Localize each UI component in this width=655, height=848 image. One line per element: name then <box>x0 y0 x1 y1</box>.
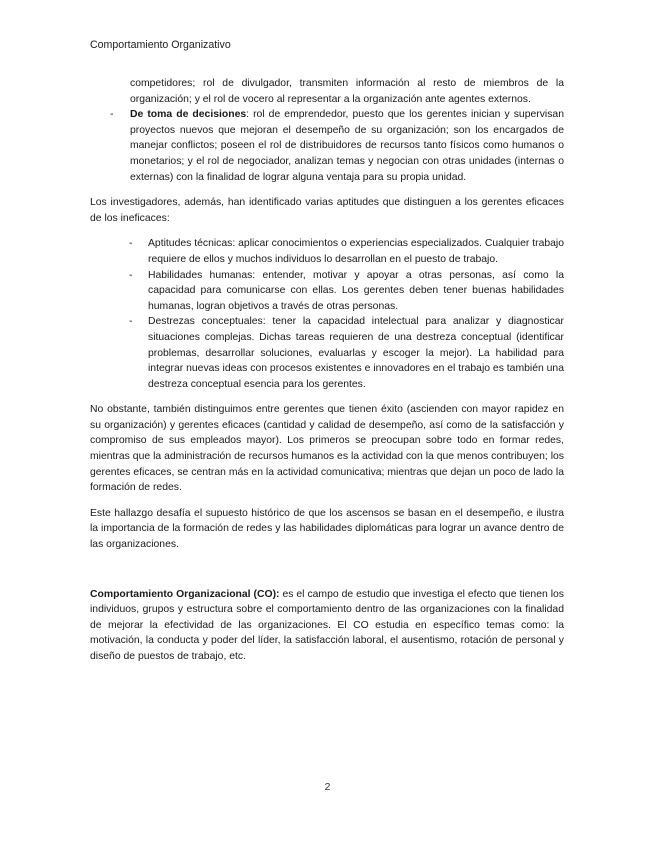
list-dash: - <box>129 316 133 328</box>
list-item-text: Destrezas conceptuales: tener la capacidad intelectual para analizar y diagnosticar situaciones complejas. Dichas tareas requieren de una destreza conceptual (identificar problemas, desarrollar soluciones, evaluarlas y escoger la mejor). La habilidad para integrar nuevas ideas con procesos existentes e innovadores en el trabajo es también una destreza conceptual esencia para los gerentes. <box>148 316 564 390</box>
list-item-decision-making <box>90 107 564 185</box>
skills-list <box>90 236 564 392</box>
list-item-conceptual-skills <box>90 314 564 392</box>
skills-intro-paragraph: Los investigadores, además, han identificado varias aptitudes que distinguen a los gerentes eficaces de los ineficaces: <box>90 197 564 224</box>
decision-item-text: : rol de emprendedor, puesto que los gerentes inician y supervisan proyectos nuevos que mejoran el desempeño de su organización; son los encargados de manejar conflictos; poseen el rol de distribuidores de recursos tanto físicos como humanos o monetarios; y el rol de negociador, analizan temas y negocian con otras unidades (internas o externas) con la finalidad de lograr alguna ventaja para su propia unidad. <box>130 109 564 183</box>
list-dash: - <box>129 269 133 281</box>
continuation-paragraph: competidores; rol de divulgador, transmiten información al resto de miembros de la organización; y el rol de vocero al representar a la organización ante agentes externos. <box>130 78 564 105</box>
body-content <box>90 76 564 665</box>
co-definition-text: es el campo de estudio que investiga el efecto que tienen los individuos, grupos y estructura sobre el comportamiento dentro de las organizaciones con la finalidad de mejorar la efectividad de las organizaciones. El CO estudia en específico temas como: la motivación, la conducta y poder del líder, la satisfacción laboral, el ausentismo, rotación de personal y diseño de puestos de trabajo, etc. <box>90 588 564 662</box>
list-dash: - <box>110 109 114 121</box>
successful-managers-paragraph: No obstante, también distinguimos entre gerentes que tienen éxito (ascienden con mayor rapidez en su organización) y gerentes eficaces (cantidad y calidad de desempeño, así como de la satisfacción y compromiso de sus empleados mayor). Los primeros se preocupan sobre todo en formar redes, mientras que la administración de recursos humanos es la actividad con la que menos contribuyen; los gerentes eficaces, se centran más en la actividad comunicativa; mientras que dejan un poco de lado la formación de redes. <box>90 404 564 494</box>
list-item-text: Aptitudes técnicas: aplicar conocimientos o experiencias especializados. Cualquier trabajo requiere de ellos y muchos individuos lo desarrollan en el puesto de trabajo. <box>148 238 564 265</box>
co-definition-term: Comportamiento Organizacional (CO): <box>90 588 280 600</box>
co-definition-paragraph <box>90 587 564 665</box>
finding-paragraph: Este hallazgo desafía el supuesto histórico de que los ascensos se basan en el desempeño, e ilustra la importancia de la formación de redes y las habilidades diplomáticas para lograr un avance dentro de las organizaciones. <box>90 507 564 551</box>
decision-item-term: De toma de decisiones <box>130 109 247 121</box>
list-item-text: Habilidades humanas: entender, motivar y apoyar a otras personas, así como la capacidad para comunicarse con ellas. Los gerentes deben tener buenas habilidades humanas, logran objetivos a través de otras personas. <box>148 269 564 312</box>
page-number: 2 <box>324 782 331 793</box>
list-item-technical-skills <box>90 236 564 267</box>
list-dash: - <box>129 238 133 250</box>
list-item-human-skills <box>90 268 564 315</box>
running-header: Comportamiento Organizativo <box>90 39 231 51</box>
